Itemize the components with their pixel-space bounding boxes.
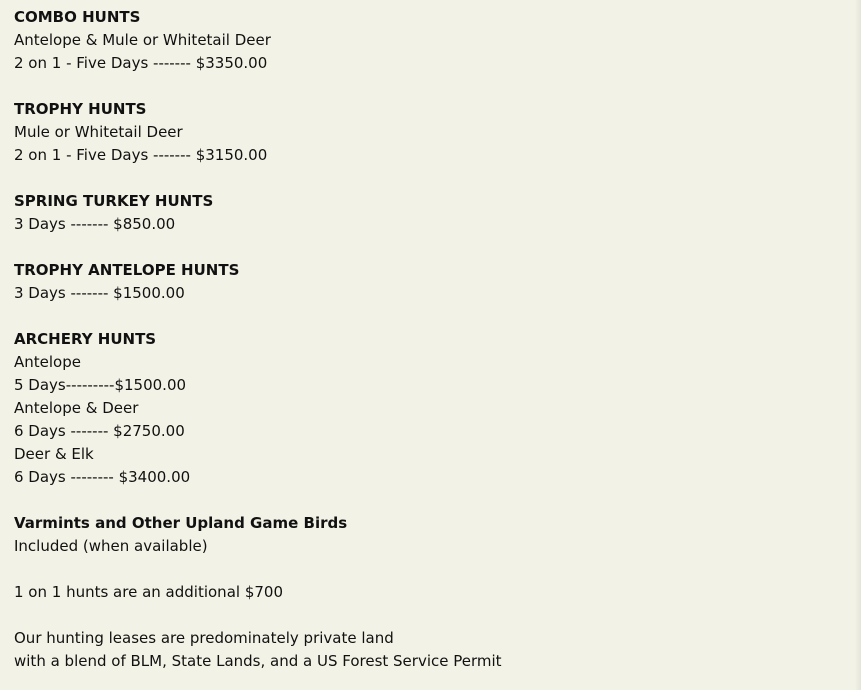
archery-item-species: Deer & Elk (14, 445, 94, 463)
varmints-note: Included (when available) (14, 537, 208, 555)
trophy-antelope-heading: TROPHY ANTELOPE HUNTS (14, 261, 240, 279)
archery-hunts-heading: ARCHERY HUNTS (14, 330, 157, 348)
one-on-one-note: 1 on 1 hunts are an additional $700 (14, 583, 283, 601)
leases-line-1: Our hunting leases are predominately private land (14, 629, 394, 647)
trophy-hunts-heading: TROPHY HUNTS (14, 100, 147, 118)
spring-turkey-heading: SPRING TURKEY HUNTS (14, 192, 214, 210)
varmints-heading: Varmints and Other Upland Game Birds (14, 514, 348, 532)
leases-line-2: with a blend of BLM, State Lands, and a US Forest Service Permit (14, 652, 502, 670)
trophy-hunts-price: 2 on 1 - Five Days ------- $3150.00 (14, 146, 268, 164)
right-edge-shadow (855, 0, 861, 690)
archery-item-price: 5 Days---------$1500.00 (14, 376, 187, 394)
spacer (14, 305, 502, 328)
archery-item-species: Antelope & Deer (14, 399, 139, 417)
spacer (14, 167, 502, 190)
spring-turkey-price: 3 Days ------- $850.00 (14, 215, 176, 233)
spacer (14, 558, 502, 581)
archery-item-species: Antelope (14, 353, 81, 371)
spacer (14, 489, 502, 512)
trophy-hunts-species: Mule or Whitetail Deer (14, 123, 183, 141)
archery-item-price: 6 Days -------- $3400.00 (14, 468, 191, 486)
trophy-antelope-price: 3 Days ------- $1500.00 (14, 284, 185, 302)
spacer (14, 75, 502, 98)
combo-hunts-species: Antelope & Mule or Whitetail Deer (14, 31, 271, 49)
combo-hunts-price: 2 on 1 - Five Days ------- $3350.00 (14, 54, 268, 72)
spacer (14, 604, 502, 627)
spacer (14, 236, 502, 259)
hunt-pricing-list (14, 6, 502, 673)
combo-hunts-heading: COMBO HUNTS (14, 8, 141, 26)
archery-item-price: 6 Days ------- $2750.00 (14, 422, 185, 440)
